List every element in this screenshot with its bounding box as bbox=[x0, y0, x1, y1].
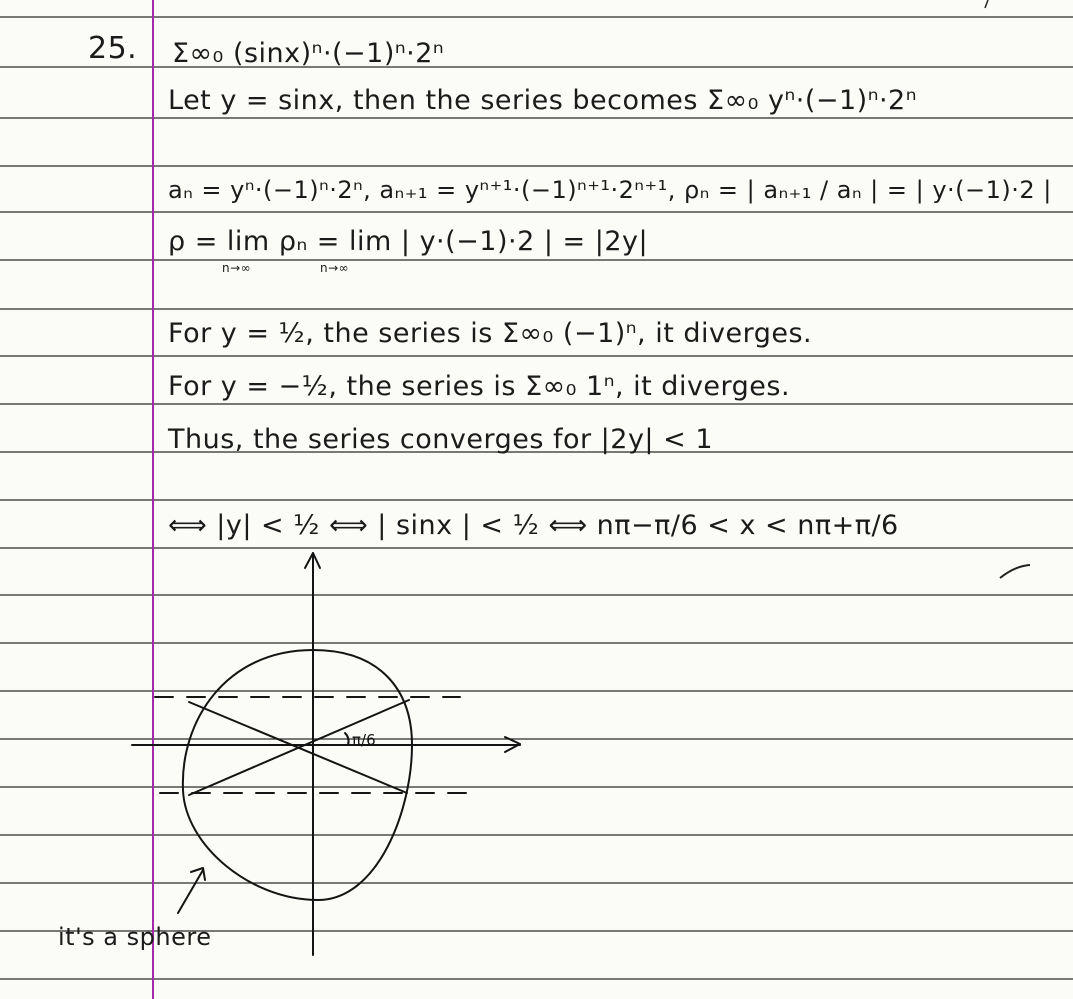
interval-line: ⟺ |y| < ½ ⟺ | sinx | < ½ ⟺ nπ−π/6 < x < nπ+π/6 bbox=[168, 510, 899, 541]
sphere-note: it's a sphere bbox=[58, 923, 212, 951]
endpoint-negative-line: For y = −½, the series is Σ∞₀ 1ⁿ, it diverges. bbox=[168, 371, 791, 402]
limit-line: ρ = lim ρₙ = lim | y·(−1)·2 | = |2y| bbox=[168, 226, 649, 257]
circle bbox=[183, 650, 412, 900]
ratio-line: aₙ = yⁿ·(−1)ⁿ·2ⁿ, aₙ₊₁ = yⁿ⁺¹·(−1)ⁿ⁺¹·2ⁿ⁺¹, ρₙ = | aₙ₊₁ / aₙ | = | y·(−1)·2 | bbox=[168, 176, 1052, 204]
problem-series: Σ∞₀ (sinx)ⁿ·(−1)ⁿ·2ⁿ bbox=[172, 38, 445, 69]
limit-subscript-1: n→∞ bbox=[222, 261, 252, 275]
problem-number: 25. bbox=[88, 31, 138, 66]
limit-subscript-2: n→∞ bbox=[320, 261, 350, 275]
substitution-line: Let y = sinx, then the series becomes Σ∞₀ yⁿ·(−1)ⁿ·2ⁿ bbox=[168, 85, 917, 116]
pointer-arrow bbox=[178, 870, 203, 913]
convergence-line: Thus, the series converges for |2y| < 1 bbox=[168, 424, 713, 455]
endpoint-positive-line: For y = ½, the series is Σ∞₀ (−1)ⁿ, it diverges. bbox=[168, 318, 813, 349]
angle-arc bbox=[345, 733, 349, 745]
angle-label: π/6 bbox=[352, 731, 376, 749]
